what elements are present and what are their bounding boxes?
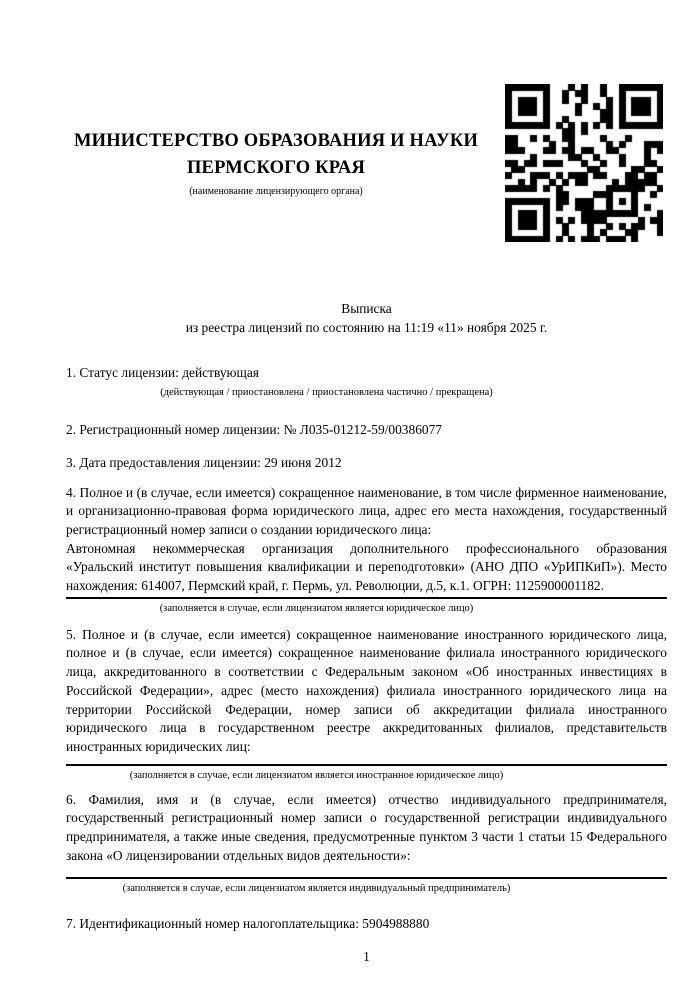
section-foreign-legal-entity: [66, 626, 667, 782]
license-grant-date-text: 3. Дата предоставления лицензии: 29 июня 2012: [66, 454, 342, 470]
page-number: 1: [363, 949, 370, 965]
ministry-caption: (наименование лицензирующего органа): [189, 186, 363, 197]
foreign-legal-entity-fill-line: [66, 764, 667, 766]
legal-entity-caption: (заполняется в случае, если лицензиатом является юридическое лицо): [159, 602, 474, 614]
section-legal-entity: [66, 484, 667, 615]
licensing-authority-header: [66, 128, 486, 198]
license-status-options-caption: (действующая / приостановлена / приостановлена частично / прекращена): [160, 387, 493, 399]
section-taxpayer-number: [66, 915, 667, 934]
taxpayer-number-text: 7. Идентификационный номер налогоплательщика: 5904988880: [66, 916, 430, 932]
document-title-line1: Выписка: [341, 301, 392, 316]
section-license-grant-date: [66, 454, 667, 473]
ministry-name-line2: ПЕРМСКОГО КРАЯ: [186, 158, 366, 178]
document-title: [66, 300, 667, 337]
qr-code-icon: [505, 84, 663, 242]
section-license-status: [66, 364, 667, 399]
section-registration-number: [66, 421, 667, 440]
qr-code-canvas: [505, 84, 663, 242]
registration-number-text: 2. Регистрационный номер лицензии: № Л035-01212-59/00386077: [66, 422, 442, 438]
individual-entrepreneur-fill-line: [66, 877, 667, 879]
section-individual-entrepreneur: [66, 791, 667, 896]
individual-entrepreneur-caption: (заполняется в случае, если лицензиатом является индивидуальный предприниматель): [122, 883, 511, 895]
document-title-line2: из реестра лицензий по состоянию на 11:19 «11» ноября 2025 г.: [185, 319, 548, 335]
foreign-legal-entity-caption: (заполняется в случае, если лицензиатом является иностранное юридическое лицо): [129, 769, 504, 781]
foreign-legal-entity-question: 5. Полное и (в случае, если имеется) сокращенное наименование иностранного юридического лица, полное и (в случае, если имеется) сокращенное наименование филиала иностранного юридического лица, аккредитованного в соответствии с Федеральным законом «Об иностранных инвестициях в Российской Федерации», адрес (место нахождения) филиала иностранного юридического лица на территории Российской Федерации, номер записи об аккредитации филиала иностранного юридического лица в государственном реестре аккредитованных филиалов, представительств иностранных юридических лиц:: [66, 626, 667, 754]
legal-entity-question: 4. Полное и (в случае, если имеется) сокращенное наименование, в том числе фирменное наименование, и организационно-правовая форма юридического лица, адрес его места нахождения, государственный регистрационный номер записи о создании юридического лица:: [66, 484, 667, 537]
legal-entity-answer: Автономная некоммерческая организация дополнительного профессионального образования «Уральский институт повышения квалификации и переподготовки» (АНО ДПО «УрИПКиП»). Место нахождения: 614007, Пермский край, г. Пермь, ул. Революции, д.5, к.1. ОГРН: 1125900001182.: [66, 540, 667, 594]
legal-entity-fill-line: [66, 597, 667, 599]
individual-entrepreneur-question: 6. Фамилия, имя и (в случае, если имеется) отчество индивидуального предпринимателя, государственный регистрационный номер записи о государственной регистрации индивидуального предпринимателя, а также иные сведения, предусмотренные пунктом 3 части 1 статьи 15 Федерального закона «О лицензировании отдельных видов деятельности»:: [66, 791, 667, 863]
ministry-name-line1: МИНИСТЕРСТВО ОБРАЗОВАНИЯ И НАУКИ: [73, 131, 479, 151]
license-status-text: 1. Статус лицензии: действующая: [66, 365, 259, 381]
